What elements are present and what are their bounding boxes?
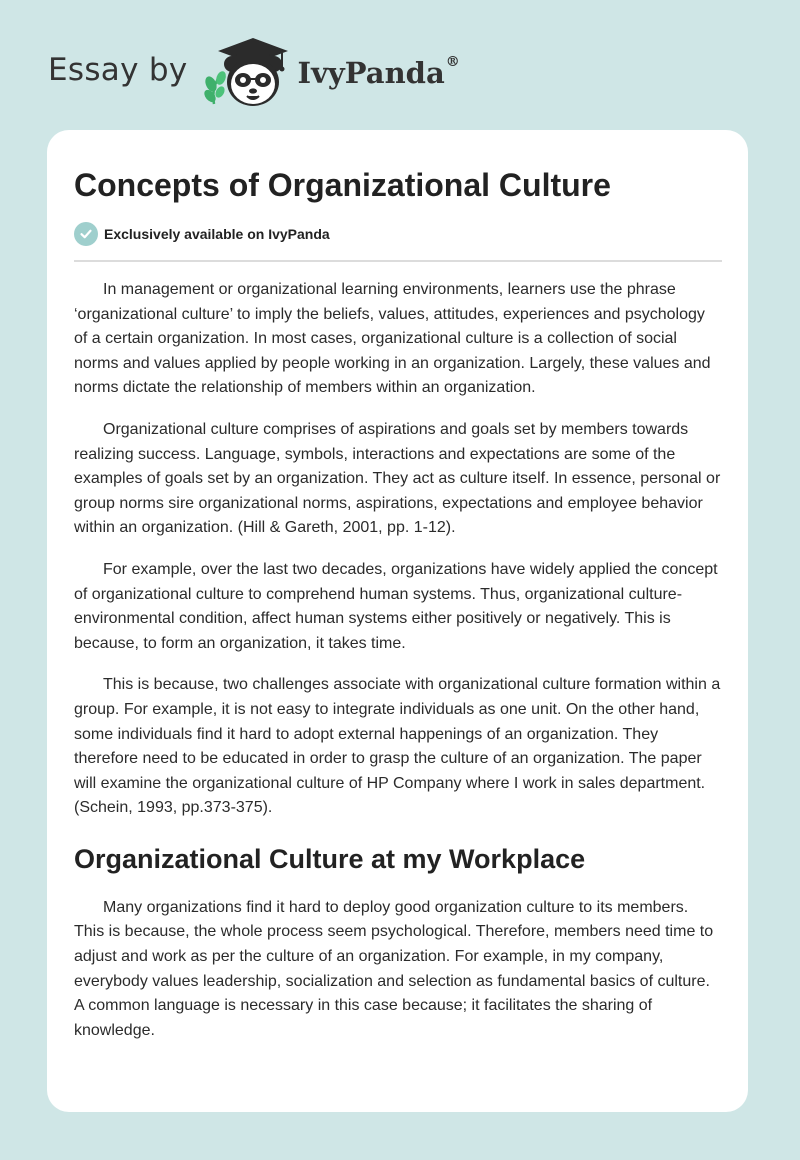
brand-prefix: Essay by (48, 52, 188, 88)
panda-logo-icon (202, 34, 294, 110)
paragraph: This is because, two challenges associate with organizational culture formation within a group. For example, it is not easy to integrate individuals as one unit. On the other hand, some individuals find it hard to adopt external happenings of an organization. They therefore need to be educated in order to grasp the culture of an organization. The paper will examine the organizational culture of HP Company where I work in sales department. (Schein, 1993, pp.373-375). (74, 676, 721, 817)
brand-name-text: IvyPanda (297, 56, 445, 90)
brand-name (298, 56, 460, 90)
essay-body (74, 278, 722, 1043)
exclusive-badge (74, 221, 722, 247)
paragraph: For example, over the last two decades, organizations have widely applied the concept of organizational culture to comprehend human systems. Thus, organizational culture-environmental condition, affect human systems either positively or negatively. This is because, to form an organization, it takes time. (74, 560, 718, 652)
paragraph: Organizational culture comprises of aspirations and goals set by members towards realizing success. Language, symbols, interactions and expectations are some of the examples of goals set by an organization. They act as culture itself. In essence, personal or group norms sire organizational norms, aspirations, expectations and employee behavior within an organization. (Hill & Gareth, 2001, pp. 1-12). (74, 420, 721, 537)
divider (74, 260, 722, 262)
page-title: Concepts of Organizational Culture (74, 167, 611, 203)
essay-card (47, 130, 748, 1112)
brand-header (48, 34, 460, 110)
registered-mark: ® (445, 54, 460, 70)
badge-label: Exclusively available on IvyPanda (104, 226, 330, 242)
paragraph: In management or organizational learning environments, learners use the phrase ‘organizational culture’ to imply the beliefs, values, attitudes, experiences and psychology of a certain organization. In most cases, organizational culture is a collection of social norms and values applied by people working in an organization. Largely, these values and norms dictate the relationship of members within an organization. (74, 281, 711, 397)
section-heading: Organizational Culture at my Workplace (74, 843, 586, 874)
check-circle-icon (74, 222, 98, 246)
paragraph: Many organizations find it hard to deploy good organization culture to its members. This is because, the whole process seem psychological. Therefore, members need time to adjust and work as per the culture of an organization. For example, in my company, everybody values leadership, socialization and selection as fundamental basics of culture. A common language is necessary in this case because; it facilitates the sharing of knowledge. (74, 898, 714, 1039)
